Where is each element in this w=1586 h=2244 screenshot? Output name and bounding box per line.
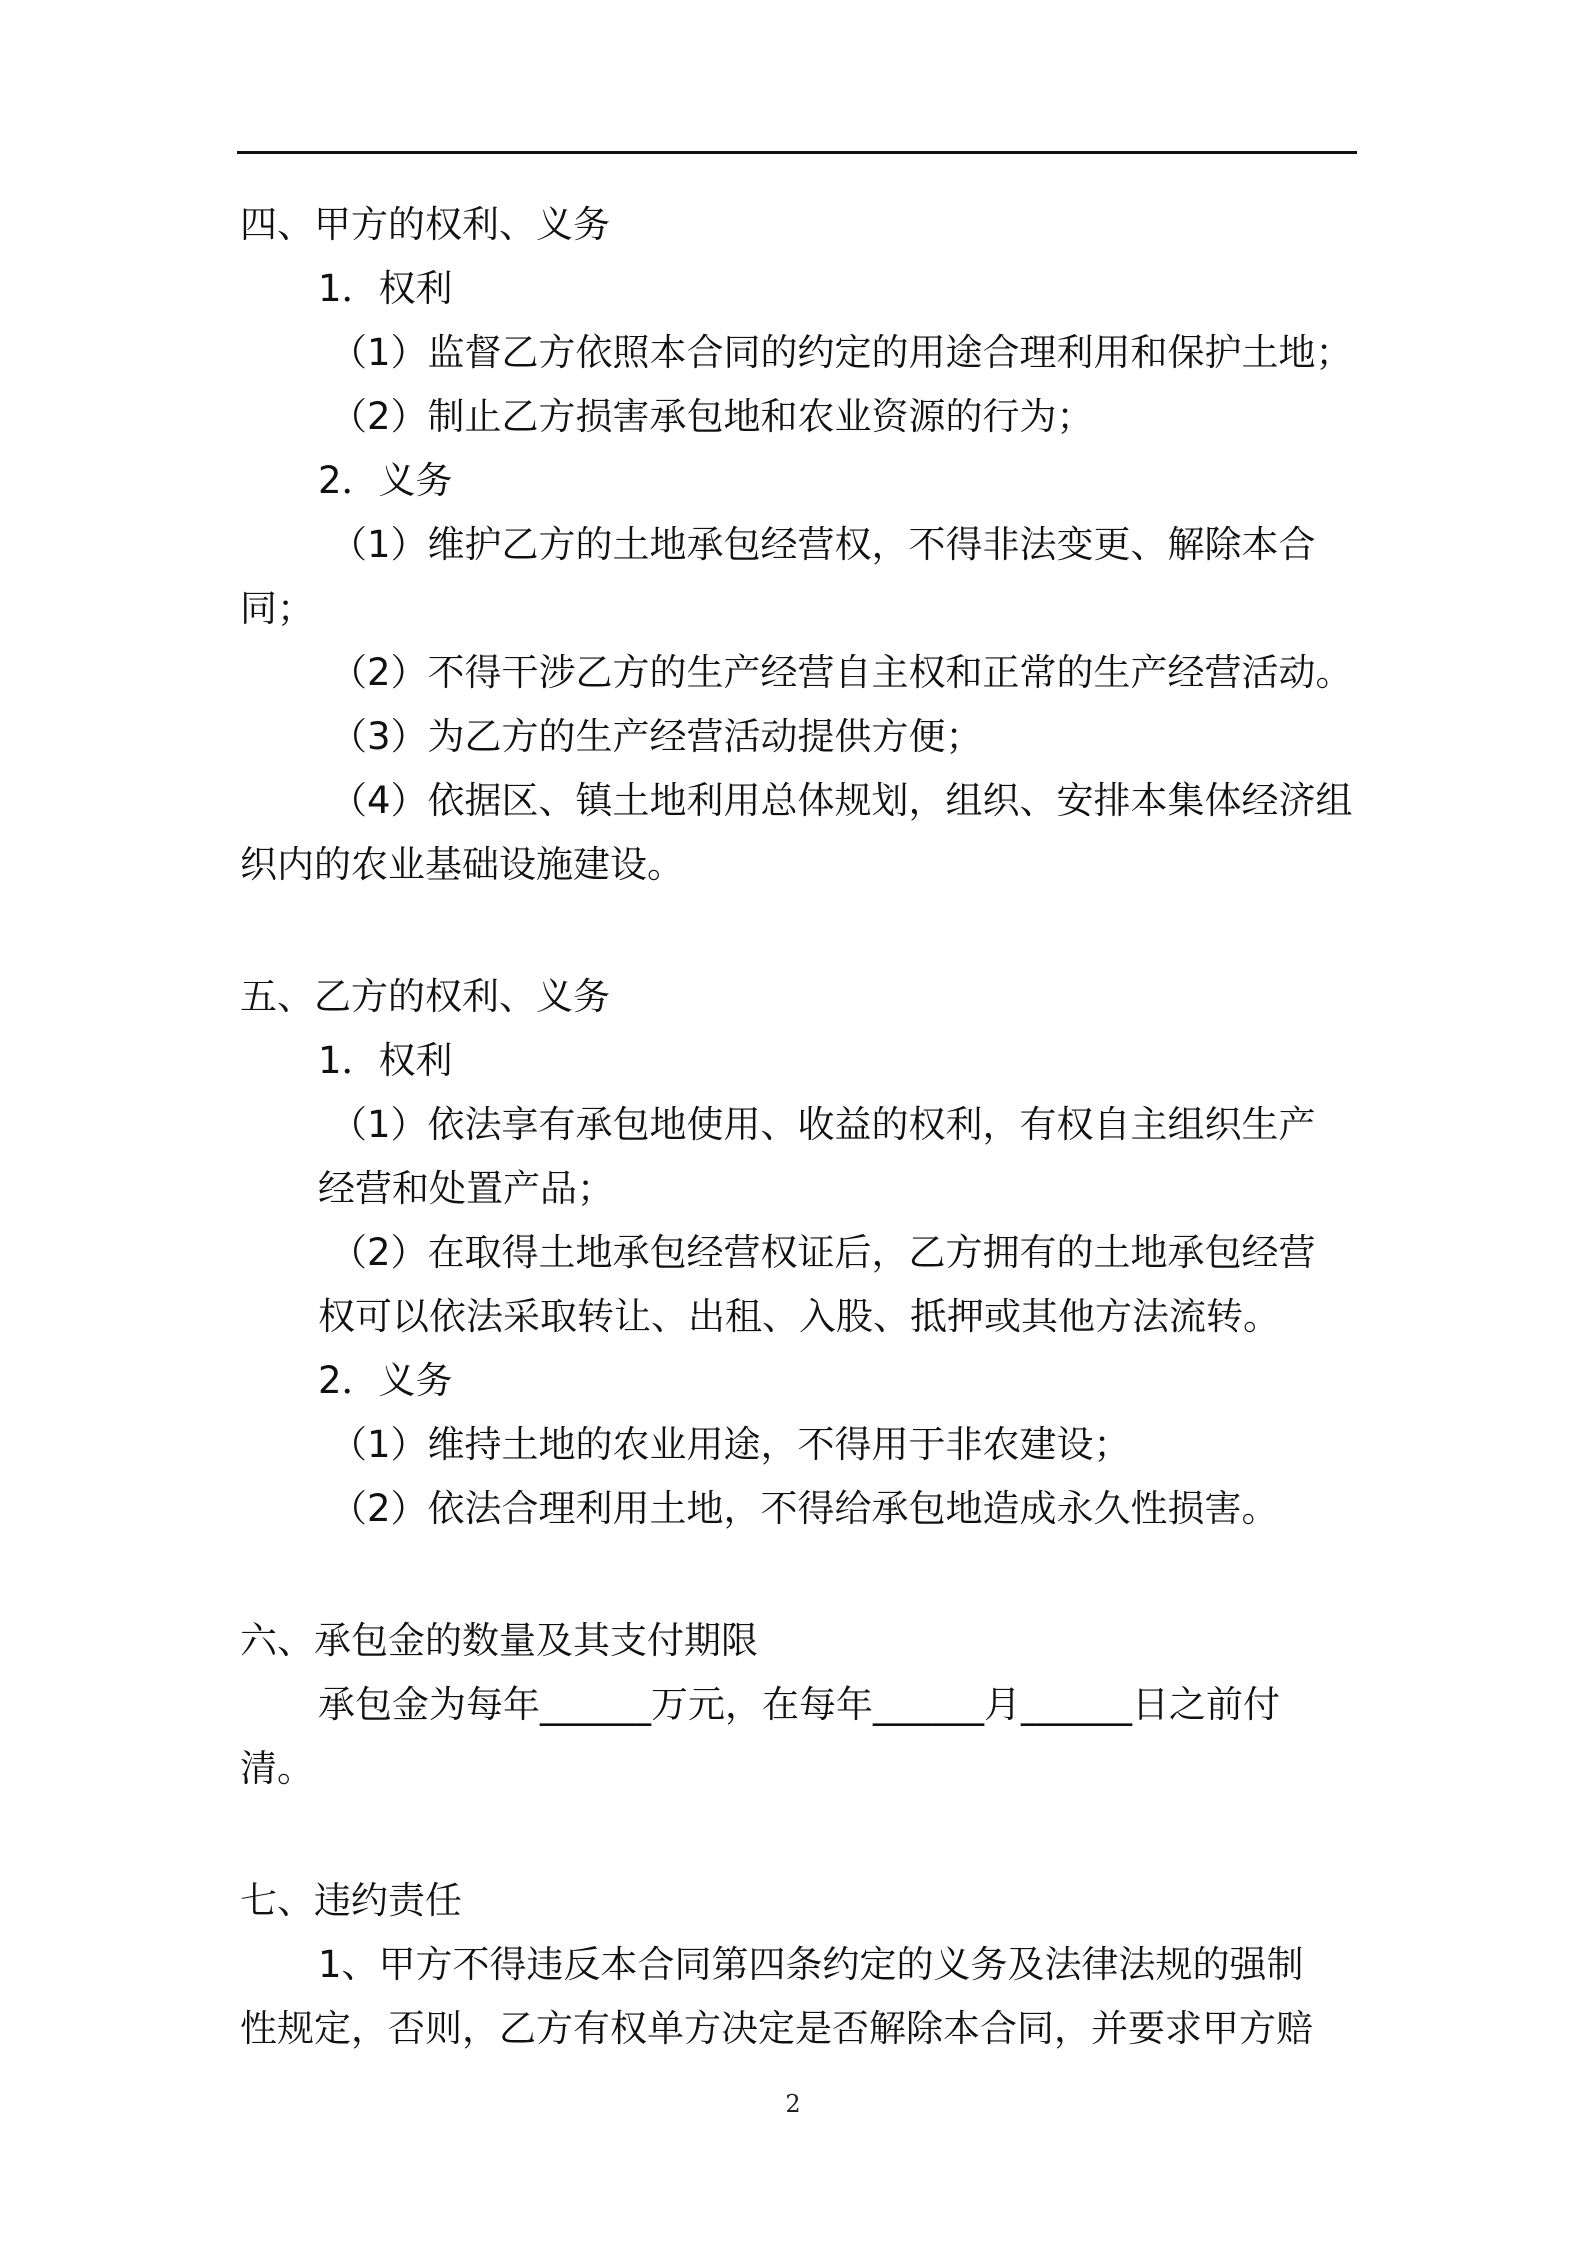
section-4-duty-2: （2）不得干涉乙方的生产经营自主权和正常的生产经营活动。 [330,651,1353,694]
section-5-duties-title: 2．义务 [318,1359,453,1402]
section-5-right-2-line-1: （2）在取得土地承包经营权证后，乙方拥有的土地承包经营 [330,1231,1316,1274]
section-6-paragraph-line-1: 承包金为每年______万元，在每年______月______日之前付 [318,1683,1280,1726]
section-4-right-1: （1）监督乙方依照本合同的约定的用途合理利用和保护土地； [330,331,1353,374]
section-4-title: 四、甲方的权利、义务 [240,203,610,246]
section-4-rights-title: 1．权利 [318,267,453,310]
section-4-duty-4-line-1: （4）依据区、镇土地利用总体规划，组织、安排本集体经济组 [330,779,1353,822]
section-7-paragraph-line-1: 1、甲方不得违反本合同第四条约定的义务及法律法规的强制 [318,1943,1304,1986]
section-6-paragraph-line-2: 清。 [240,1747,314,1790]
section-4-duty-1-line-1: （1）维护乙方的土地承包经营权，不得非法变更、解除本合 [330,523,1316,566]
section-5-duty-1: （1）维持土地的农业用途，不得用于非农建设； [330,1423,1131,1466]
section-5-right-1-line-1: （1）依法享有承包地使用、收益的权利，有权自主组织生产 [330,1103,1316,1146]
section-5-rights-title: 1．权利 [318,1039,453,1082]
section-5-duty-2: （2）依法合理利用土地，不得给承包地造成永久性损害。 [330,1487,1279,1530]
header-rule [237,151,1357,154]
section-4-duties-title: 2．义务 [318,459,453,502]
page-number: 2 [785,2090,801,2118]
section-7-title: 七、违约责任 [240,1879,462,1922]
section-4-duty-3: （3）为乙方的生产经营活动提供方便； [330,715,983,758]
section-7-paragraph-line-2: 性规定，否则，乙方有权单方决定是否解除本合同，并要求甲方赔 [240,2007,1313,2050]
section-4-right-2: （2）制止乙方损害承包地和农业资源的行为； [330,395,1094,438]
section-5-right-1-line-2: 经营和处置产品； [318,1167,614,1210]
section-5-title: 五、乙方的权利、义务 [240,975,610,1018]
section-6-title: 六、承包金的数量及其支付期限 [240,1619,758,1662]
section-4-duty-4-line-2: 织内的农业基础设施建设。 [240,843,684,886]
section-5-right-2-line-2: 权可以依法采取转让、出租、入股、抵押或其他方法流转。 [318,1295,1280,1338]
section-4-duty-1-line-2: 同； [240,587,314,630]
